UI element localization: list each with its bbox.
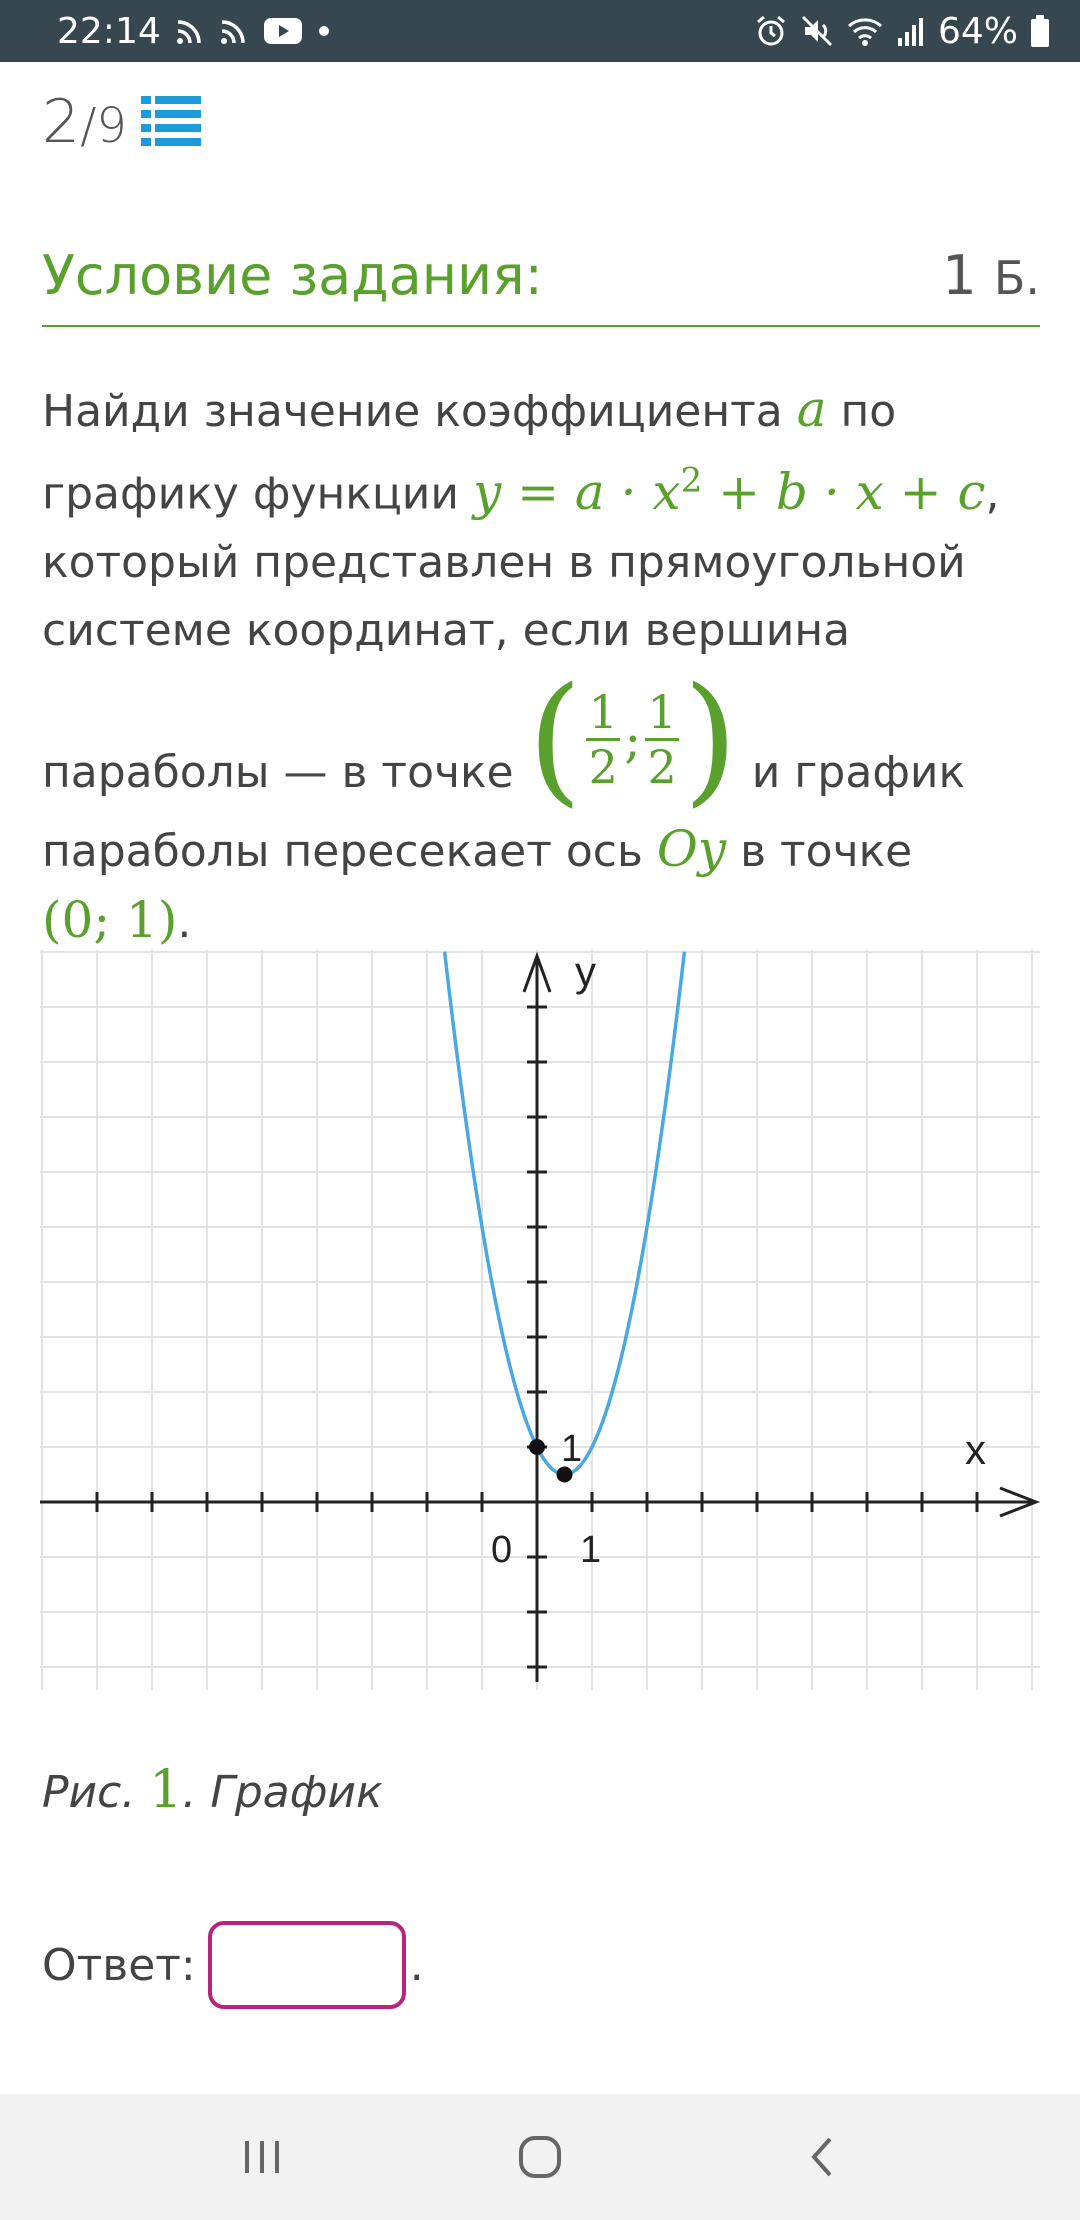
system-nav-bar xyxy=(0,2094,1080,2220)
cast-icon xyxy=(219,16,249,46)
alarm-icon xyxy=(754,14,788,48)
answer-input[interactable] xyxy=(208,1921,406,2009)
vertex-y-numerator: 1 xyxy=(647,685,677,740)
task-points-value: 1 xyxy=(942,244,977,307)
vertex-y-denominator: 2 xyxy=(647,740,677,795)
task-text-part: . xyxy=(177,896,192,948)
caption-prefix: Рис. xyxy=(42,1767,150,1818)
task-text-part: , который представлен в прямоугольной системе координат, если вершина параболы — в точке xyxy=(42,468,1000,798)
figure-caption xyxy=(42,1760,383,1820)
dot-icon xyxy=(317,24,331,38)
task-text-part: и график параболы пересекает ось xyxy=(42,746,966,877)
home-button[interactable] xyxy=(460,2094,620,2220)
y-tick-label: 1 xyxy=(561,1428,583,1470)
paren-right: ) xyxy=(683,657,738,821)
home-icon xyxy=(516,2133,564,2181)
caption-number: 1 xyxy=(149,1760,183,1820)
formula-main: y = a · x xyxy=(472,462,681,521)
list-icon[interactable] xyxy=(141,94,201,150)
vertex-separator: ; xyxy=(624,710,642,769)
answer-period: . xyxy=(409,1939,424,1991)
status-time: 22:14 xyxy=(57,10,161,52)
graph-point xyxy=(529,1439,545,1455)
parabola-graph xyxy=(40,950,1040,1690)
vertex-y-fraction xyxy=(645,686,679,793)
task-text-part: Найди значение коэффициента xyxy=(42,386,797,437)
task-points-unit: Б. xyxy=(993,251,1040,305)
back-icon xyxy=(802,2133,842,2181)
caption-suffix: . График xyxy=(182,1767,383,1818)
vertex-x-numerator: 1 xyxy=(588,685,618,740)
status-bar xyxy=(0,0,1080,62)
x-tick-label: 1 xyxy=(580,1529,602,1571)
mute-icon xyxy=(800,14,834,48)
paren-left: ( xyxy=(527,657,583,821)
back-button[interactable] xyxy=(742,2094,902,2220)
recent-apps-button[interactable] xyxy=(182,2094,342,2220)
parabola-curve xyxy=(445,952,685,1475)
task-counter-current: 2 xyxy=(42,87,81,157)
task-text-part: в точке xyxy=(726,825,913,877)
formula xyxy=(472,460,986,521)
battery-icon xyxy=(1030,14,1050,48)
cast-icon xyxy=(175,16,205,46)
task-statement xyxy=(42,375,1042,957)
task-navigation xyxy=(42,82,201,162)
x-axis-label: x xyxy=(965,1426,986,1473)
axis-name: Oy xyxy=(656,819,727,878)
wifi-icon xyxy=(846,14,884,48)
origin-label: 0 xyxy=(491,1529,513,1571)
y-axis-label: y xyxy=(575,950,596,995)
task-text-part: по графику функции xyxy=(42,386,897,520)
answer-label: Ответ: xyxy=(42,1939,196,1991)
graph-svg xyxy=(40,950,1040,1690)
task-header-title: Условие задания: xyxy=(42,244,543,307)
formula-exponent: 2 xyxy=(680,460,703,500)
task-counter xyxy=(42,87,127,157)
vertex-point xyxy=(527,657,738,821)
variable-a: a xyxy=(796,380,827,438)
task-header xyxy=(42,235,1040,327)
answer-row xyxy=(42,1915,424,2015)
intercept-point: (0; 1) xyxy=(42,890,178,949)
youtube-icon xyxy=(263,16,303,46)
battery-percent: 64% xyxy=(937,10,1018,52)
formula-rest: + b · x + c xyxy=(702,462,986,521)
task-points xyxy=(942,244,1040,307)
vertex-x-denominator: 2 xyxy=(588,740,618,795)
recent-apps-icon xyxy=(240,2135,284,2179)
task-counter-total: /9 xyxy=(80,98,127,154)
signal-icon xyxy=(896,14,926,48)
vertex-x-fraction xyxy=(586,686,620,793)
